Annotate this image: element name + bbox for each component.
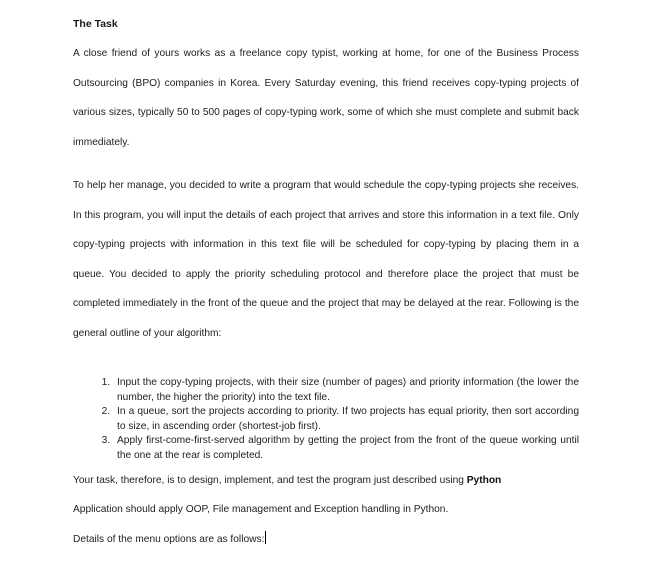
oop-line: Application should apply OOP, File management and Exception handling in Python. xyxy=(73,504,449,516)
document-page xyxy=(73,10,579,554)
task-line xyxy=(73,466,579,496)
task-line-bold: Python xyxy=(466,474,502,486)
program-paragraph: To help her manage, you decided to write a program that would schedule the copy-typing projects she receives. In this program, you will input the details of each project that arrives and store this information in a text file. Only copy-typing projects with information in this text file will be scheduled for copy-typing by placing them in a queue. You decided to apply the priority scheduling protocol and therefore place the project that must be completed immediately in the front of the queue and the project that may be delayed at the rear. Following is the general outline of your algorithm: xyxy=(73,180,579,339)
algorithm-step: 2. In a queue, sort the projects according to priority. If two projects has equal priority, then sort according to size, in ascending order (shortest-job first). xyxy=(113,405,579,434)
algorithm-step: 1. Input the copy-typing projects, with their size (number of pages) and priority information (the lower the number, the higher the priority) into the text file. xyxy=(113,376,579,405)
algorithm-step: 3. Apply first-come-first-served algorithm by getting the project from the front of the queue working until the one at the rear is completed. xyxy=(113,434,579,463)
task-line-text: Your task, therefore, is to design, implement, and test the program just described using xyxy=(73,474,467,486)
algorithm-steps-list xyxy=(73,376,579,464)
text-cursor[interactable] xyxy=(265,531,266,544)
intro-paragraph: A close friend of yours works as a freelance copy typist, working at home, for one of the Business Process Outsourcing (BPO) companies in Korea. Every Saturday evening, this friend receives copy-typing projects of various sizes, typically 50 to 500 pages of copy-typing work, some of which she must complete and submit back immediately. xyxy=(73,48,579,148)
menu-line-text: Details of the menu options are as follows: xyxy=(73,533,265,545)
section-heading: The Task xyxy=(73,18,118,30)
menu-line xyxy=(73,525,579,555)
